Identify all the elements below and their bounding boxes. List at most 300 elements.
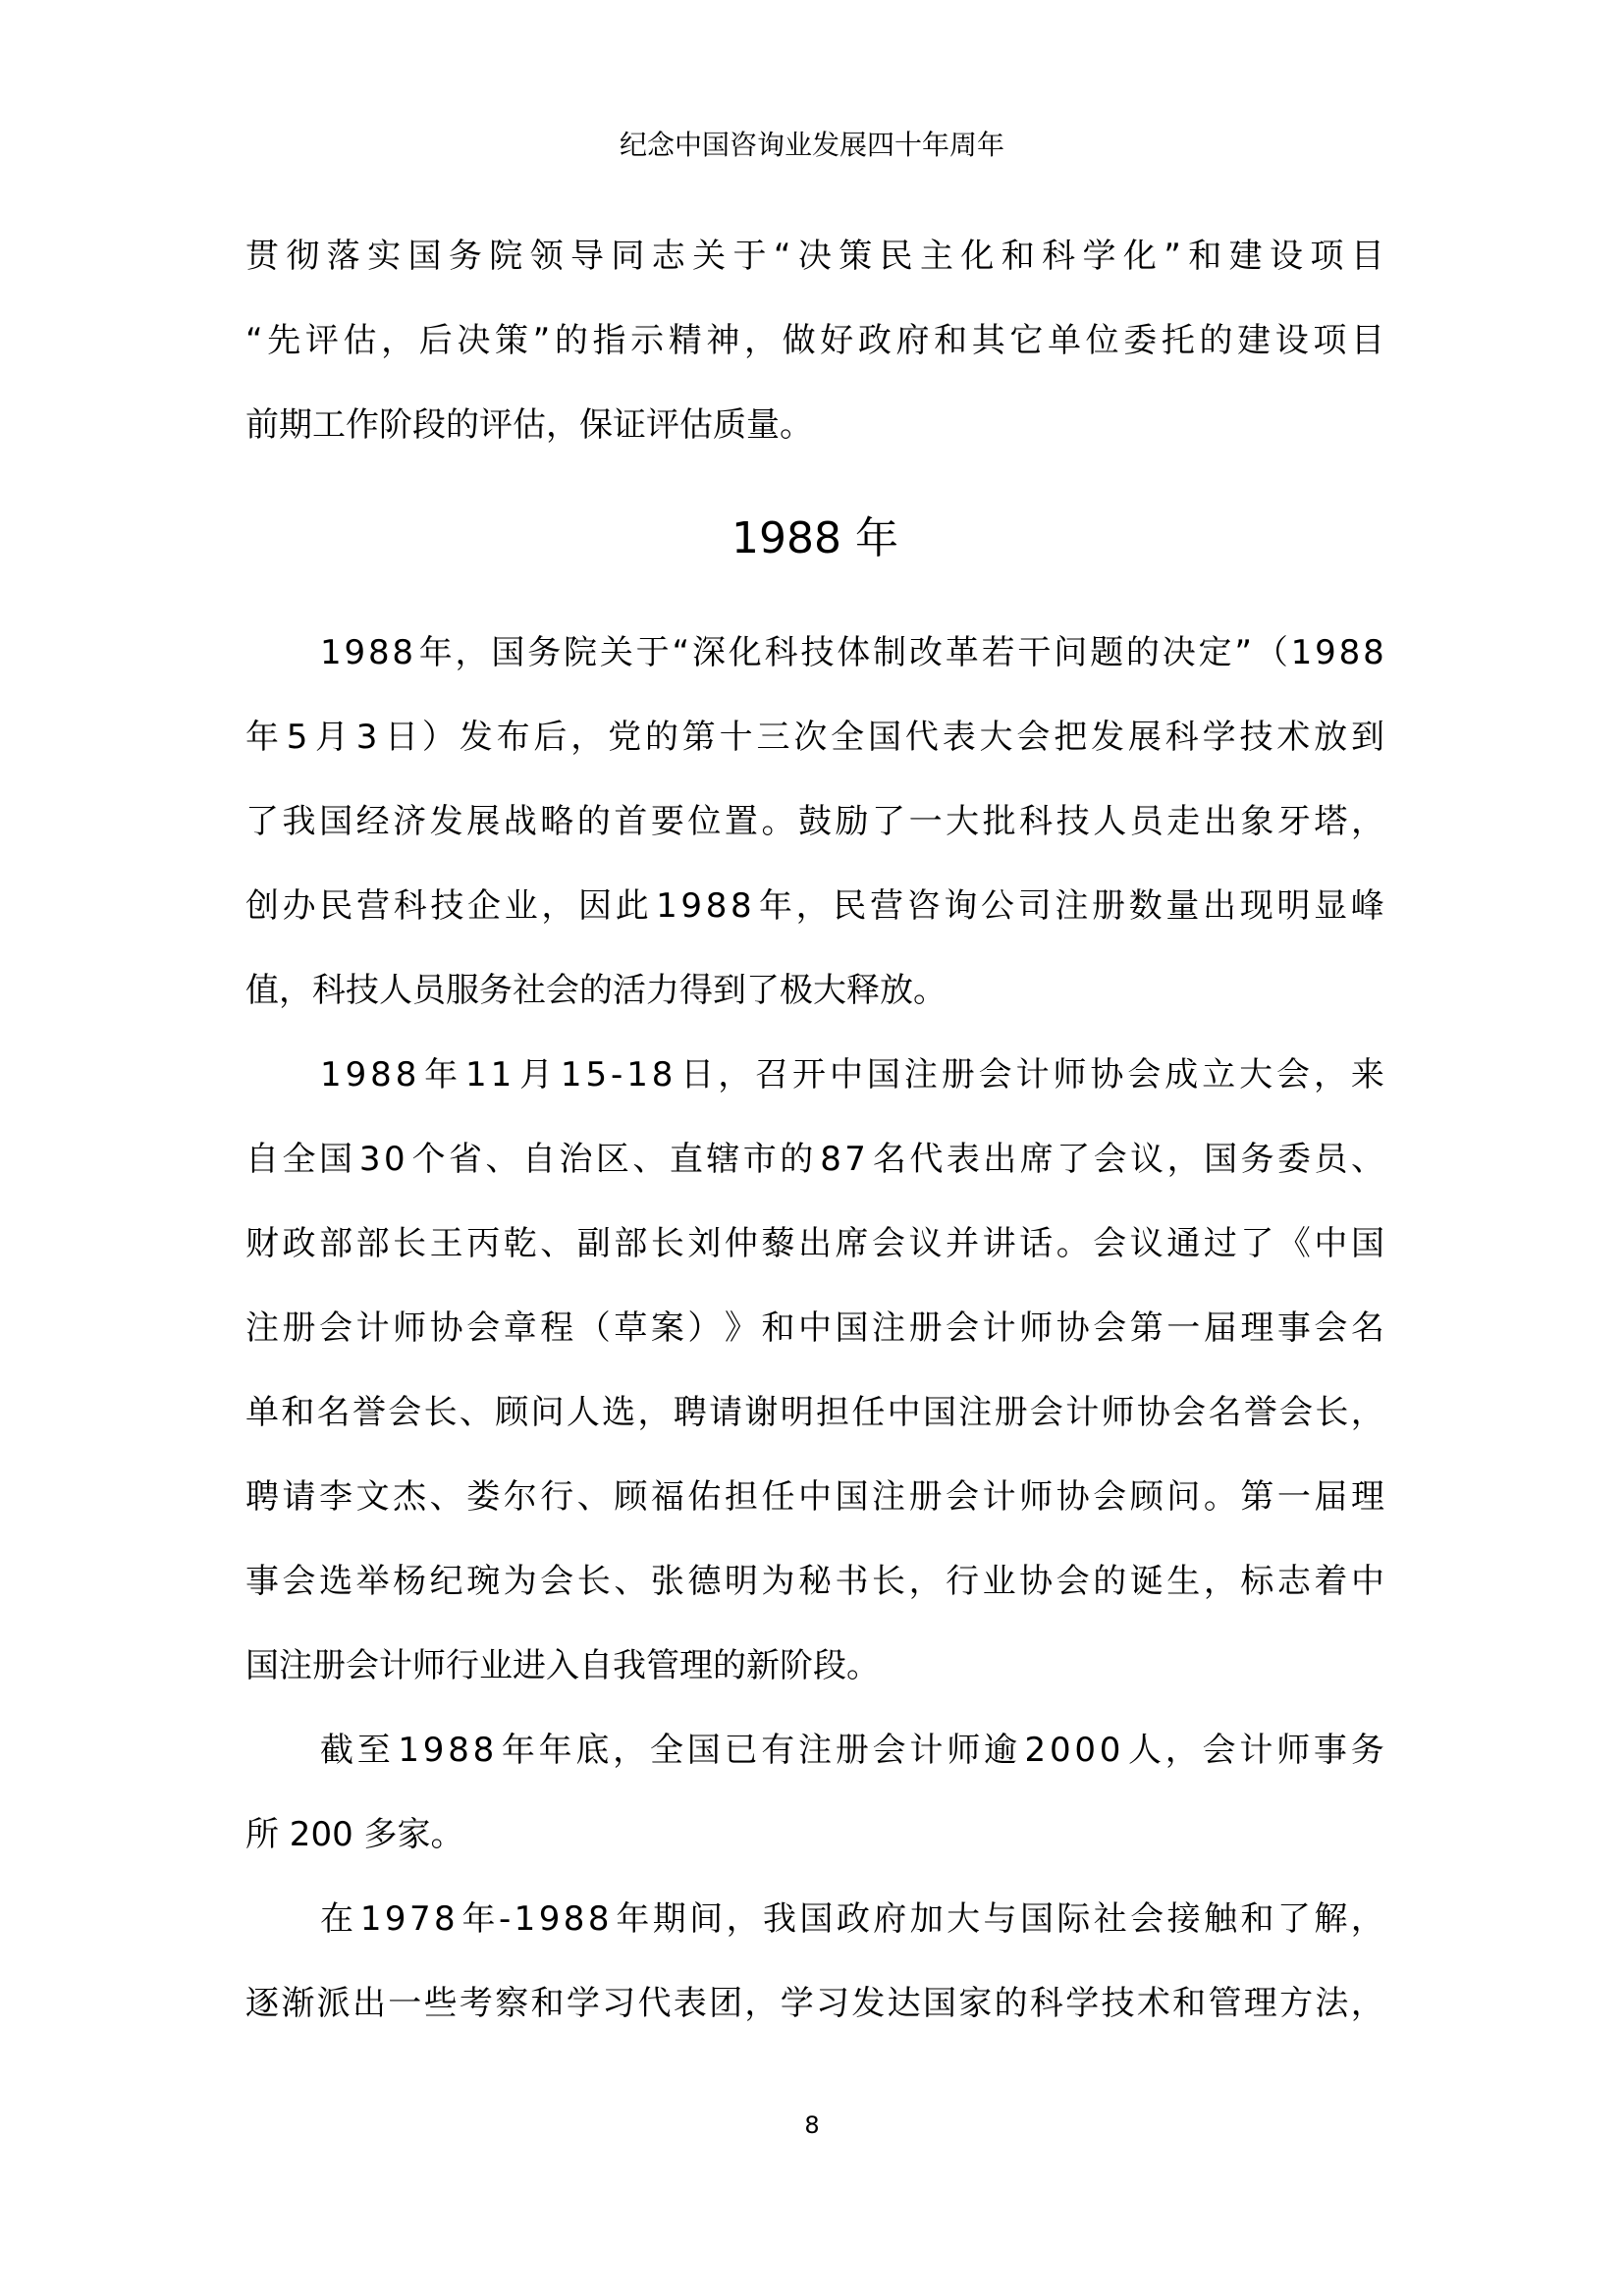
glyph: 7 [844, 1140, 866, 1179]
intro-line [245, 214, 1384, 298]
glyph: 出 [797, 1224, 832, 1263]
glyph: 册 [908, 1477, 943, 1517]
glyph: 会 [1093, 1308, 1127, 1348]
glyph: 、 [632, 1140, 667, 1179]
glyph: 财 [245, 1224, 279, 1263]
glyph: 会 [1093, 1140, 1127, 1179]
glyph: 8 [1338, 633, 1361, 672]
glyph: 讲 [982, 1224, 1016, 1263]
glyph: 彻 [286, 237, 320, 276]
glyph: 事 [245, 1562, 279, 1601]
glyph: 届 [1314, 1477, 1348, 1517]
glyph: 部 [319, 1224, 353, 1263]
glyph: 大 [947, 1899, 981, 1939]
glyph: 战 [503, 802, 537, 841]
glyph: 会 [1093, 1224, 1127, 1263]
glyph: 张 [650, 1562, 684, 1601]
glyph: 担 [816, 1393, 849, 1432]
glyph: 全 [282, 1140, 316, 1179]
glyph: 《 [1276, 1224, 1311, 1263]
glyph: 聘 [673, 1393, 707, 1432]
glyph: 一 [1276, 1477, 1311, 1517]
glyph: 注 [958, 1393, 993, 1432]
glyph: 出 [1203, 886, 1237, 926]
glyph: 着 [1314, 1562, 1348, 1601]
body-text [245, 214, 1384, 2046]
glyph: 长 [1315, 1393, 1349, 1432]
paragraph-line [245, 864, 1384, 948]
glyph: 3 [358, 1140, 381, 1179]
glyph: 的 [1125, 633, 1160, 672]
glyph: 尔 [503, 1477, 537, 1517]
paragraph-line [245, 1201, 1384, 1286]
glyph: 指 [592, 321, 626, 360]
glyph: ， [1203, 1562, 1237, 1601]
glyph: 9 [680, 886, 703, 926]
glyph: 程 [540, 1308, 574, 1348]
paragraph-line [245, 1033, 1384, 1117]
glyph: 际 [1056, 1899, 1091, 1939]
glyph: 一 [908, 802, 943, 841]
glyph: 托 [1161, 321, 1195, 360]
glyph: 1 [626, 1055, 648, 1095]
glyph: 丙 [466, 1224, 501, 1263]
glyph: 化 [1122, 237, 1157, 276]
paragraph [245, 1708, 1384, 1877]
glyph: 行 [946, 1562, 980, 1601]
glyph: 塔 [1314, 802, 1348, 841]
glyph: 学 [1202, 718, 1236, 757]
glyph: 估 [343, 321, 377, 360]
glyph: 大 [979, 718, 1013, 757]
glyph: 达 [887, 1984, 921, 2023]
glyph: 、 [614, 1562, 648, 1601]
glyph: ） [687, 1308, 722, 1348]
glyph: 首 [614, 802, 648, 841]
glyph: 注 [872, 1477, 906, 1517]
glyph: 注 [245, 1308, 279, 1348]
glyph: ， [1313, 1055, 1347, 1095]
glyph: 诞 [1129, 1562, 1164, 1601]
glyph: 会 [872, 1731, 906, 1770]
glyph: 协 [1056, 1308, 1090, 1348]
glyph: 策 [839, 237, 873, 276]
glyph: 册 [1092, 886, 1126, 926]
glyph: 习 [816, 1984, 849, 2023]
glyph: 和 [1001, 237, 1035, 276]
glyph: 政 [836, 1899, 870, 1939]
glyph: 落 [326, 237, 360, 276]
glyph: 员 [1314, 1140, 1348, 1179]
glyph: 好 [820, 321, 854, 360]
glyph: 的 [576, 802, 611, 841]
glyph: 化 [960, 237, 995, 276]
glyph: 民 [879, 237, 913, 276]
glyph: 位 [1085, 321, 1119, 360]
glyph: 了 [1240, 1224, 1274, 1263]
glyph: 注 [872, 1308, 906, 1348]
glyph: ， [541, 886, 575, 926]
glyph: 展 [466, 802, 501, 841]
glyph: 来 [1350, 1055, 1384, 1095]
glyph: 改 [908, 633, 943, 672]
glyph: 长 [423, 1393, 458, 1432]
glyph: 任 [761, 1477, 795, 1517]
glyph: 第 [1240, 1477, 1274, 1517]
glyph: 和 [530, 1984, 565, 2023]
glyph: 的 [554, 321, 588, 360]
glyph: 已 [724, 1731, 758, 1770]
glyph: 师 [393, 1308, 427, 1348]
glyph: 长 [393, 1224, 427, 1263]
glyph: 年 [424, 1055, 459, 1095]
glyph: 和 [1240, 1899, 1274, 1939]
glyph: 干 [1017, 633, 1052, 672]
glyph: 计 [1065, 1393, 1100, 1432]
glyph: 发 [459, 718, 493, 757]
glyph: 全 [649, 1731, 683, 1770]
glyph: 长 [576, 1562, 611, 1601]
glyph: 院 [489, 237, 523, 276]
glyph: 议 [908, 1224, 943, 1263]
paragraph [245, 1033, 1384, 1708]
glyph: 直 [669, 1140, 703, 1179]
glyph: 出 [1203, 802, 1237, 841]
glyph: 量 [1165, 886, 1200, 926]
glyph: 行 [540, 1477, 574, 1517]
glyph: 位 [687, 802, 722, 841]
glyph: 理 [1350, 1477, 1384, 1517]
glyph: 8 [731, 886, 752, 926]
glyph: 代 [904, 718, 939, 757]
glyph: 我 [282, 802, 316, 841]
glyph: “ [245, 321, 263, 360]
paragraph-line [245, 1539, 1384, 1624]
glyph: 章 [503, 1308, 537, 1348]
glyph: 术 [1276, 718, 1311, 757]
glyph: ， [637, 1393, 672, 1432]
paragraph-line [245, 1286, 1384, 1370]
glyph: 决 [457, 321, 491, 360]
glyph: 我 [763, 1899, 796, 1939]
glyph: 代 [637, 1984, 672, 2023]
glyph: 事 [1276, 1308, 1311, 1348]
glyph: 科 [393, 886, 427, 926]
glyph: 管 [1208, 1984, 1242, 2023]
glyph: 8 [651, 1055, 674, 1095]
glyph: 协 [1056, 1477, 1090, 1517]
glyph: 福 [650, 1477, 684, 1517]
glyph: 1 [514, 1899, 536, 1939]
glyph: 民 [319, 886, 353, 926]
glyph: 法 [1315, 1984, 1349, 2023]
glyph: 导 [570, 237, 604, 276]
glyph: 它 [1009, 321, 1044, 360]
glyph: 家 [958, 1984, 993, 2023]
glyph: 国 [686, 1731, 721, 1770]
glyph: 副 [576, 1224, 611, 1263]
glyph: 会 [466, 1308, 501, 1348]
glyph: 示 [630, 321, 665, 360]
glyph: 的 [1199, 321, 1233, 360]
glyph: 8 [705, 886, 728, 926]
glyph: 社 [1093, 1899, 1127, 1939]
glyph: 人 [566, 1393, 600, 1432]
glyph: 自 [245, 1140, 279, 1179]
glyph: 纪 [429, 1562, 463, 1601]
glyph: 人 [1093, 802, 1127, 841]
glyph: 年 [245, 718, 279, 757]
glyph: 年 [418, 633, 453, 672]
glyph: 册 [994, 1393, 1028, 1432]
glyph: 牙 [1276, 802, 1311, 841]
glyph: 接 [1166, 1899, 1201, 1939]
glyph: 1 [359, 1899, 382, 1939]
glyph: 政 [282, 1224, 316, 1263]
glyph: 名 [1350, 1308, 1384, 1348]
glyph: 8 [434, 1899, 456, 1939]
glyph: 会 [1276, 1055, 1311, 1095]
glyph: 协 [429, 1308, 463, 1348]
glyph: ， [613, 1731, 647, 1770]
paragraph [245, 1877, 1384, 2046]
glyph: 务 [527, 633, 562, 672]
glyph: 此 [615, 886, 649, 926]
glyph: 大 [1239, 1055, 1273, 1095]
intro-line [245, 298, 1384, 383]
glyph: 协 [1019, 1562, 1054, 1601]
glyph: 任 [851, 1393, 886, 1432]
glyph: 全 [831, 718, 865, 757]
glyph: 的 [780, 1140, 814, 1179]
glyph: 会 [1130, 1899, 1164, 1939]
glyph: 截 [320, 1731, 353, 1770]
glyph: ， [1350, 802, 1384, 841]
glyph: 建 [1228, 237, 1263, 276]
glyph: 会 [946, 1477, 980, 1517]
glyph: 了 [1056, 1140, 1091, 1179]
glyph: 渐 [281, 1984, 315, 2023]
glyph: 年 [616, 1899, 650, 1939]
glyph: 术 [1136, 1984, 1170, 2023]
glyph: 生 [1166, 1562, 1201, 1601]
glyph: ， [1350, 1899, 1384, 1939]
glyph: 理 [1240, 1308, 1274, 1348]
glyph: 间 [689, 1899, 724, 1939]
glyph: 杰 [393, 1477, 427, 1517]
glyph: 1 [656, 886, 677, 926]
glyph: 政 [857, 321, 892, 360]
glyph: 为 [503, 1562, 537, 1601]
glyph: 席 [835, 1224, 869, 1263]
glyph: 问 [1054, 633, 1088, 672]
glyph: 化 [728, 633, 762, 672]
glyph: 3 [355, 718, 378, 757]
glyph: 的 [1093, 1562, 1127, 1601]
glyph: 0 [1049, 1731, 1071, 1770]
glyph: ， [795, 886, 830, 926]
glyph: 关 [599, 633, 633, 672]
glyph: 琬 [466, 1562, 501, 1601]
glyph: 科 [1164, 718, 1199, 757]
glyph: 8 [587, 1899, 610, 1939]
glyph: 业 [504, 886, 538, 926]
glyph: 三 [756, 718, 790, 757]
glyph: 注 [798, 1731, 833, 1770]
glyph: 鼓 [797, 802, 832, 841]
glyph: 国 [835, 1477, 869, 1517]
glyph: 1 [398, 1731, 419, 1770]
glyph: 册 [941, 1055, 975, 1095]
paragraph-line [245, 1877, 1384, 1961]
glyph: 计 [355, 1308, 390, 1348]
glyph: 展 [1127, 718, 1162, 757]
glyph: 部 [355, 1224, 390, 1263]
glyph: 要 [650, 802, 684, 841]
glyph: 王 [429, 1224, 463, 1263]
glyph: 察 [495, 1984, 529, 2023]
page-header: 纪念中国咨询业发展四十年周年 [619, 129, 1004, 161]
glyph: 大 [946, 802, 980, 841]
glyph: 逾 [983, 1731, 1017, 1770]
glyph: 目 [1351, 321, 1384, 360]
glyph: 定 [1198, 633, 1232, 672]
glyph: 仲 [724, 1224, 758, 1263]
glyph: 解 [1314, 1899, 1348, 1939]
glyph: 师 [1053, 1055, 1087, 1095]
paragraph-line [245, 1961, 1384, 2046]
glyph: 请 [709, 1393, 743, 1432]
glyph: 委 [1277, 1140, 1312, 1179]
glyph: 后 [533, 718, 568, 757]
paragraph-line [245, 779, 1384, 864]
glyph: 中 [1314, 1224, 1348, 1263]
glyph: 会 [1029, 1393, 1063, 1432]
glyph: 营 [356, 886, 391, 926]
glyph: 期 [652, 1899, 686, 1939]
glyph: 建 [1237, 321, 1272, 360]
glyph: 区 [595, 1140, 629, 1179]
glyph: 理 [1243, 1984, 1277, 2023]
glyph: 5 [585, 1055, 608, 1095]
glyph: 国 [1350, 1224, 1384, 1263]
glyph: 技 [1056, 802, 1090, 841]
glyph: 文 [355, 1477, 390, 1517]
glyph: 于 [732, 237, 767, 276]
glyph: 1 [1290, 633, 1313, 672]
glyph: 单 [245, 1393, 279, 1432]
glyph: 加 [909, 1899, 944, 1939]
glyph: 计 [909, 1731, 944, 1770]
glyph: 发 [851, 1984, 886, 2023]
glyph: 1 [490, 1055, 513, 1095]
glyph: 司 [1017, 886, 1052, 926]
glyph: 9 [1315, 633, 1336, 672]
glyph: 走 [1166, 802, 1201, 841]
glyph: 企 [467, 886, 502, 926]
glyph: 会 [388, 1393, 422, 1432]
glyph: 通 [1166, 1224, 1201, 1263]
glyph: ， [381, 321, 415, 360]
glyph: 2 [1024, 1731, 1047, 1770]
glyph: 其 [971, 321, 1005, 360]
glyph: 国 [318, 1140, 352, 1179]
glyph: 国 [491, 633, 525, 672]
glyph: 实 [367, 237, 402, 276]
glyph: 精 [668, 321, 702, 360]
glyph: 。 [1203, 1477, 1237, 1517]
glyph: 过 [1203, 1224, 1237, 1263]
glyph: ， [744, 321, 778, 360]
glyph: 十 [719, 718, 753, 757]
glyph: 会 [872, 1224, 906, 1263]
glyph: 召 [755, 1055, 789, 1095]
glyph: 考 [459, 1984, 493, 2023]
glyph: 表 [942, 718, 976, 757]
glyph: 8 [392, 633, 414, 672]
glyph: 科 [1019, 802, 1054, 841]
glyph: 国 [835, 1308, 869, 1348]
glyph: 、 [576, 1477, 611, 1517]
glyph: 成 [1164, 1055, 1199, 1095]
glyph: 8 [472, 1731, 495, 1770]
glyph: 励 [835, 802, 869, 841]
glyph: 体 [837, 633, 871, 672]
glyph: 德 [687, 1562, 722, 1601]
glyph: 月 [315, 718, 350, 757]
glyph: 做 [782, 321, 816, 360]
section-heading: 1988 年 [731, 513, 898, 563]
glyph: 出 [352, 1984, 386, 2023]
glyph: 担 [724, 1477, 758, 1517]
glyph: 了 [1276, 1899, 1311, 1939]
glyph: 、 [540, 1224, 574, 1263]
page-number: 8 [804, 2111, 820, 2139]
glyph: 题 [1090, 633, 1124, 672]
glyph: 顾 [1129, 1477, 1164, 1517]
paragraph-line: 国注册会计师行业进入自我管理的新阶段。 [245, 1646, 880, 1685]
glyph: - [611, 1055, 623, 1095]
glyph: 0 [1074, 1731, 1097, 1770]
glyph: 册 [835, 1731, 869, 1770]
glyph: 领 [529, 237, 564, 276]
glyph: 党 [608, 718, 642, 757]
glyph: 聘 [245, 1477, 279, 1517]
glyph: 到 [1350, 718, 1384, 757]
glyph: 1 [465, 1055, 487, 1095]
glyph: 乾 [503, 1224, 537, 1263]
glyph: ， [1350, 1393, 1384, 1432]
glyph: 营 [870, 886, 903, 926]
glyph: 技 [1101, 1984, 1135, 2023]
glyph: 问 [1166, 1477, 1201, 1517]
glyph: 议 [1130, 1140, 1164, 1179]
glyph: 国 [1204, 1140, 1238, 1179]
glyph: 日 [385, 718, 419, 757]
glyph: ， [455, 633, 489, 672]
glyph: 注 [1055, 886, 1089, 926]
glyph: 国 [1019, 1899, 1054, 1939]
glyph: 询 [944, 886, 978, 926]
glyph: 册 [908, 1308, 943, 1348]
paragraph [245, 611, 1384, 1033]
glyph: 8 [395, 1055, 417, 1095]
glyph: 9 [538, 1899, 561, 1939]
glyph: 数 [1128, 886, 1163, 926]
glyph: 年 [501, 1731, 535, 1770]
glyph: 7 [408, 1899, 431, 1939]
glyph: 和 [1172, 1984, 1207, 2023]
